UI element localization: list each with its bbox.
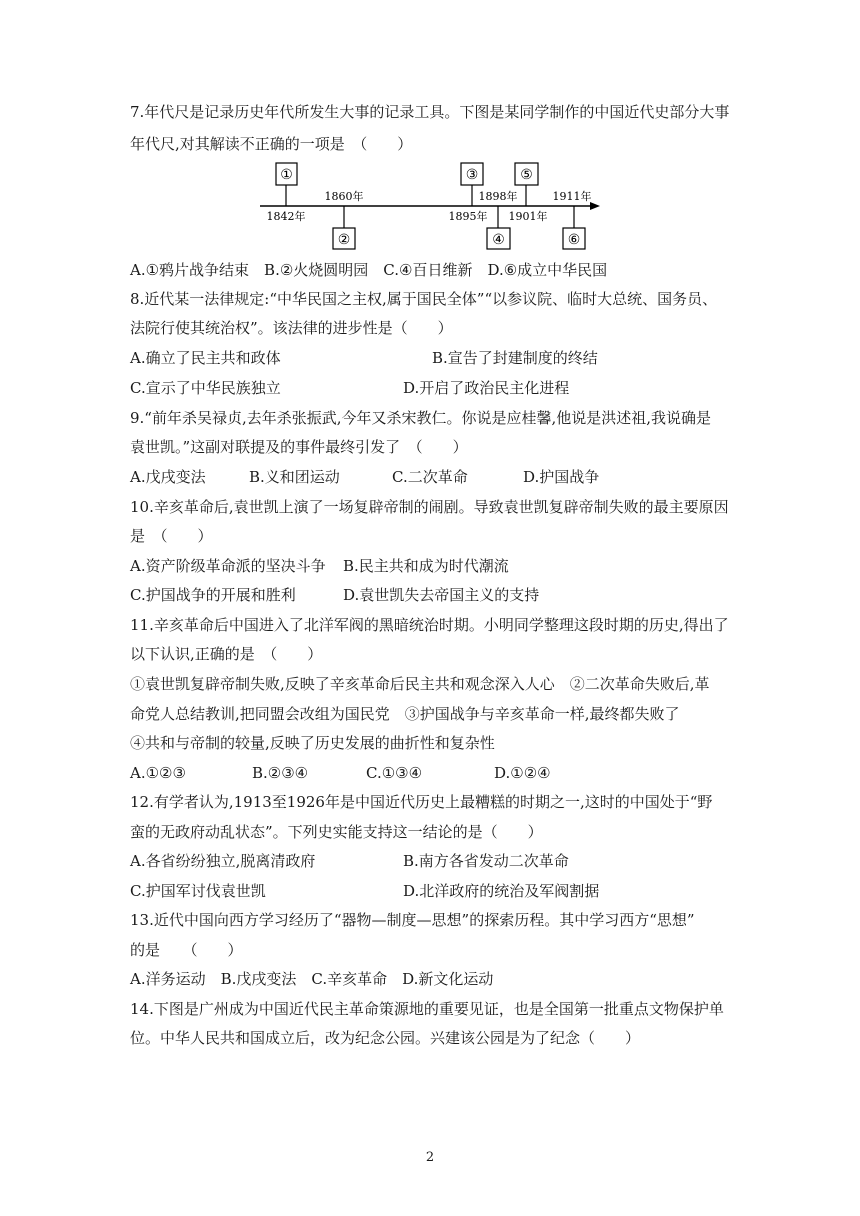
year-label-1842: 1842年 xyxy=(266,210,306,223)
q12-option-d: D.北洋政府的统治及军阀割据 xyxy=(403,882,600,900)
q13-options: A.洋务运动 B.戊戌变法 C.辛亥革命 D.新文化运动 xyxy=(130,970,494,988)
q11-statement-line2: 命党人总结教训,把同盟会改组为国民党 ③护国战争与辛亥革命一样,最终都失败了 xyxy=(130,705,680,723)
q12-option-a: A.各省纷纷独立,脱离清政府 xyxy=(130,852,316,870)
svg-text:⑥: ⑥ xyxy=(567,232,581,248)
q11-statement-line3: ④共和与帝制的较量,反映了历史发展的曲折性和复杂性 xyxy=(130,734,495,752)
q14-stem-line1: 14.下图是广州成为中国近代民主革命策源地的重要见证，也是全国第一批重点文物保护单 xyxy=(130,1000,724,1018)
year-label-1860: 1860年 xyxy=(324,190,364,203)
year-label-1901: 1901年 xyxy=(508,210,548,223)
q11-option-d: D.①②④ xyxy=(494,764,551,782)
q8-stem-line2: 法院行使其统治权”。该法律的进步性是（ ） xyxy=(130,319,453,337)
q8-option-c: C.宣示了中华民族独立 xyxy=(130,379,281,397)
q11-option-c: C.①③④ xyxy=(366,764,423,782)
q9-option-a: A.戊戌变法 xyxy=(130,468,206,486)
q11-stem-line2: 以下认识,正确的是 （ ） xyxy=(130,645,323,663)
svg-text:②: ② xyxy=(337,232,351,248)
q9-stem-line2: 袁世凯。”这副对联提及的事件最终引发了 （ ） xyxy=(130,438,468,456)
q8-option-b: B.宣告了封建制度的终结 xyxy=(432,349,598,367)
q8-stem-line1: 8.近代某一法律规定:“中华民国之主权,属于国民全体”“以参议院、临时大总统、国务员、 xyxy=(130,290,718,308)
year-label-1911: 1911年 xyxy=(552,190,592,203)
svg-text:④: ④ xyxy=(492,232,505,248)
q9-option-d: D.护国战争 xyxy=(523,468,600,486)
q12-stem-line2: 蛮的无政府动乱状态”。下列史实能支持这一结论的是（ ） xyxy=(130,823,543,841)
event-box-1 xyxy=(276,163,297,206)
q13-stem-line2: 的是 （ ） xyxy=(130,941,243,959)
year-label-1898: 1898年 xyxy=(478,190,518,203)
q10-option-c: C.护国战争的开展和胜利 xyxy=(130,586,296,604)
q9-option-b: B.义和团运动 xyxy=(249,468,340,486)
q7-options: A.①鸦片战争结束 B.②火烧圆明园 C.④百日维新 D.⑥成立中华民国 xyxy=(130,261,608,279)
q11-statement-line1: ①袁世凯复辟帝制失败,反映了辛亥革命后民主共和观念深入人心 ②二次革命失败后,革 xyxy=(130,675,710,693)
q10-option-b: B.民主共和成为时代潮流 xyxy=(343,557,509,575)
event-box-4 xyxy=(487,206,510,249)
q14-stem-line2: 位。中华人民共和国成立后，改为纪念公园。兴建该公园是为了纪念（ ） xyxy=(130,1029,641,1047)
q12-option-b: B.南方各省发动二次革命 xyxy=(403,852,569,870)
svg-text:③: ③ xyxy=(465,167,479,183)
page-number: 2 xyxy=(425,1150,435,1165)
q10-stem-line1: 10.辛亥革命后,袁世凯上演了一场复辟帝制的闹剧。导致袁世凯复辟帝制失败的最主要原因 xyxy=(130,498,729,516)
q11-option-a: A.①②③ xyxy=(130,764,186,782)
q7-stem-line1: 7.年代尺是记录历史年代所发生大事的记录工具。下图是某同学制作的中国近代史部分大事 xyxy=(130,103,730,121)
svg-text:①: ① xyxy=(280,167,293,183)
q13-stem-line1: 13.近代中国向西方学习经历了“器物—制度—思想”的探索历程。其中学习西方“思想” xyxy=(130,911,695,929)
q8-option-d: D.开启了政治民主化进程 xyxy=(403,379,570,397)
q12-option-c: C.护国军讨伐袁世凯 xyxy=(130,882,266,900)
q10-option-a: A.资产阶级革命派的坚决斗争 xyxy=(130,557,326,575)
event-box-5 xyxy=(515,163,538,206)
event-box-6 xyxy=(563,206,585,249)
event-box-2 xyxy=(333,206,355,249)
svg-text:⑤: ⑤ xyxy=(520,167,533,183)
q10-stem-line2: 是 （ ） xyxy=(130,527,213,545)
q11-option-b: B.②③④ xyxy=(252,764,309,782)
q9-option-c: C.二次革命 xyxy=(392,468,468,486)
year-label-1895: 1895年 xyxy=(448,210,488,223)
timeline-arrowhead xyxy=(590,202,600,210)
q8-option-a: A.确立了民主共和政体 xyxy=(130,349,281,367)
q7-stem-line2: 年代尺,对其解读不正确的一项是 （ ） xyxy=(130,135,413,153)
q7-timeline-figure xyxy=(250,158,610,254)
q11-stem-line1: 11.辛亥革命后中国进入了北洋军阀的黑暗统治时期。小明同学整理这段时期的历史,得出了 xyxy=(130,616,729,634)
q9-stem-line1: 9.“前年杀吴禄贞,去年杀张振武,今年又杀宋教仁。你说是应桂馨,他说是洪述祖,我说确是 xyxy=(130,409,712,427)
q12-stem-line1: 12.有学者认为,1913至1926年是中国近代历史上最糟糕的时期之一,这时的中国处于“野 xyxy=(130,793,713,811)
q10-option-d: D.袁世凯失去帝国主义的支持 xyxy=(343,586,540,604)
